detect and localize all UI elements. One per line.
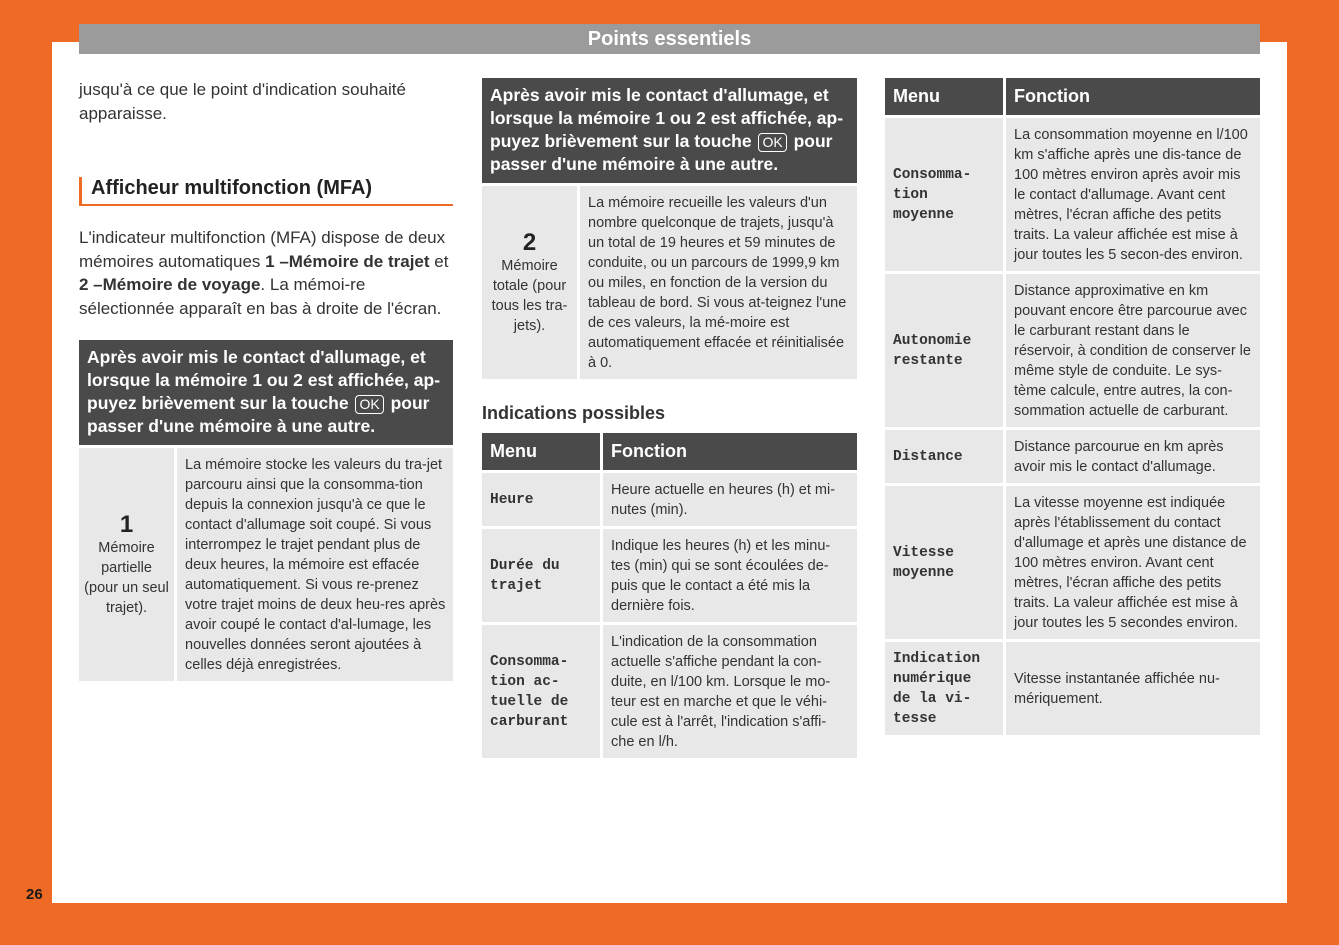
- indications-table: [482, 430, 857, 761]
- menu-cell: Autonomie restante: [885, 274, 1006, 427]
- function-cell: La vitesse moyenne est indiquée après l'établissement du contact d'allumage et après une distance de 100 mètres environ. Avant cent mètres, l'écran affiche des petits traits. La valeur affichée est mise à jour toutes les 5 secondes environ.: [1006, 486, 1260, 639]
- function-cell: Indique les heures (h) et les minu-tes (min) qui se sont écoulées de-puis que le contact a été mis la dernière fois.: [603, 529, 857, 622]
- memory-label-cell: [79, 448, 174, 681]
- instruction-callout: Après avoir mis le contact d'allumage, et lorsque la mémoire 1 ou 2 est affichée, ap-puyez brièvement sur la touche OK pour passer d'une mémoire à une autre.: [482, 78, 857, 183]
- menu-cell: Indication numérique de la vi-tesse: [885, 642, 1006, 735]
- function-cell: Distance parcourue en km après avoir mis le contact d'allumage.: [1006, 430, 1260, 483]
- memory-number: 2: [522, 228, 537, 256]
- memory-row-1: [79, 448, 453, 681]
- ok-key-icon: OK: [355, 395, 383, 414]
- table-row: [482, 529, 857, 622]
- column-header-fonction: Fonction: [1006, 78, 1260, 115]
- menu-cell: Durée du trajet: [482, 529, 603, 622]
- column-2: [482, 78, 857, 761]
- menu-cell: Heure: [482, 473, 603, 526]
- column-header-menu: Menu: [885, 78, 1006, 115]
- memory-description: La mémoire recueille les valeurs d'un nombre quelconque de trajets, jusqu'à un total de 19 heures et 59 minutes de conduite, ou un parcours de 1999,9 km ou miles, en fonction de la version du tableau de bord. Si vous at-teignez l'une de ces valeurs, la mé-moire est automatiquement effacée et réinitialisée à 0.: [580, 186, 857, 379]
- page-number: 26: [26, 886, 43, 903]
- function-cell: Heure actuelle en heures (h) et mi-nutes (min).: [603, 473, 857, 526]
- table-row: [482, 625, 857, 758]
- section-header: Points essentiels: [79, 24, 1260, 54]
- intro-text: jusqu'à ce que le point d'indication souhaité apparaisse.: [79, 80, 406, 123]
- column-1: [79, 78, 453, 681]
- menu-cell: Distance: [885, 430, 1006, 483]
- menu-cell: Consomma-tion moyenne: [885, 118, 1006, 271]
- indications-table-continued: [885, 75, 1260, 738]
- column-header-fonction: Fonction: [603, 433, 857, 470]
- mfa-description: L'indicateur multifonction (MFA) dispose de deux mémoires automatiques 1 –Mémoire de trajet et 2 –Mémoire de voyage. La mémoi-re sélectionnée apparaît en bas à droite de l'écran.: [79, 228, 449, 318]
- instruction-callout: Après avoir mis le contact d'allumage, et lorsque la mémoire 1 ou 2 est affichée, ap-puyez brièvement sur la touche OK pour passer d'une mémoire à une autre.: [79, 340, 453, 445]
- column-header-menu: Menu: [482, 433, 603, 470]
- table-row: [482, 473, 857, 526]
- memory-row-2: [482, 186, 857, 379]
- function-cell: L'indication de la consommation actuelle s'affiche pendant la con-duite, en l/100 km. Lorsque le mo-teur est en marche et que le véhi-cule est à l'arrêt, l'indication s'affi-che en l/h.: [603, 625, 857, 758]
- ok-key-icon: OK: [758, 133, 786, 152]
- memory-label: Mémoire totale (pour tous les tra-jets).: [491, 257, 568, 334]
- table-row: [885, 274, 1260, 427]
- table-header-row: [885, 78, 1260, 115]
- table-row: [885, 486, 1260, 639]
- memory-description: La mémoire stocke les valeurs du tra-jet parcouru ainsi que la consomma-tion depuis la connexion jusqu'à ce que le contact d'allumage soit coupé. Si vous interrompez le trajet pendant plus de deux heures, la mémoire est effacée automatiquement. Si vous re-prenez votre trajet moins de deux heu-res après avoir coupé le contact d'al-lumage, les nouvelles données seront ajoutées à celles déjà enregistrées.: [177, 448, 453, 681]
- memory-label: Mémoire partielle (pour un seul trajet).: [84, 539, 169, 616]
- menu-cell: Vitesse moyenne: [885, 486, 1006, 639]
- table-row: [885, 642, 1260, 735]
- table-row: [885, 430, 1260, 483]
- table-row: [885, 118, 1260, 271]
- memory-label-cell: [482, 186, 577, 379]
- function-cell: Distance approximative en km pouvant encore être parcourue avec le carburant restant dans le réservoir, à condition de conserver le même style de conduite. Le sys-tème calcule, entre autres, la con-sommation actuelle de carburant.: [1006, 274, 1260, 427]
- menu-cell: Consomma-tion ac-tuelle de carburant: [482, 625, 603, 758]
- function-cell: La consommation moyenne en l/100 km s'affiche après une dis-tance de 100 mètres environ après avoir mis le contact d'allumage. Avant cent mètres, l'écran affiche des petits traits. La valeur affichée est mise à jour toutes les 5 secon-des environ.: [1006, 118, 1260, 271]
- function-cell: Vitesse instantanée affichée nu-mériquement.: [1006, 642, 1260, 735]
- table-header-row: [482, 433, 857, 470]
- memory-number: 1: [119, 510, 134, 538]
- column-3: [885, 78, 1260, 738]
- subheading: Indications possibles: [482, 403, 666, 423]
- section-title: Afficheur multifonction (MFA): [79, 177, 453, 206]
